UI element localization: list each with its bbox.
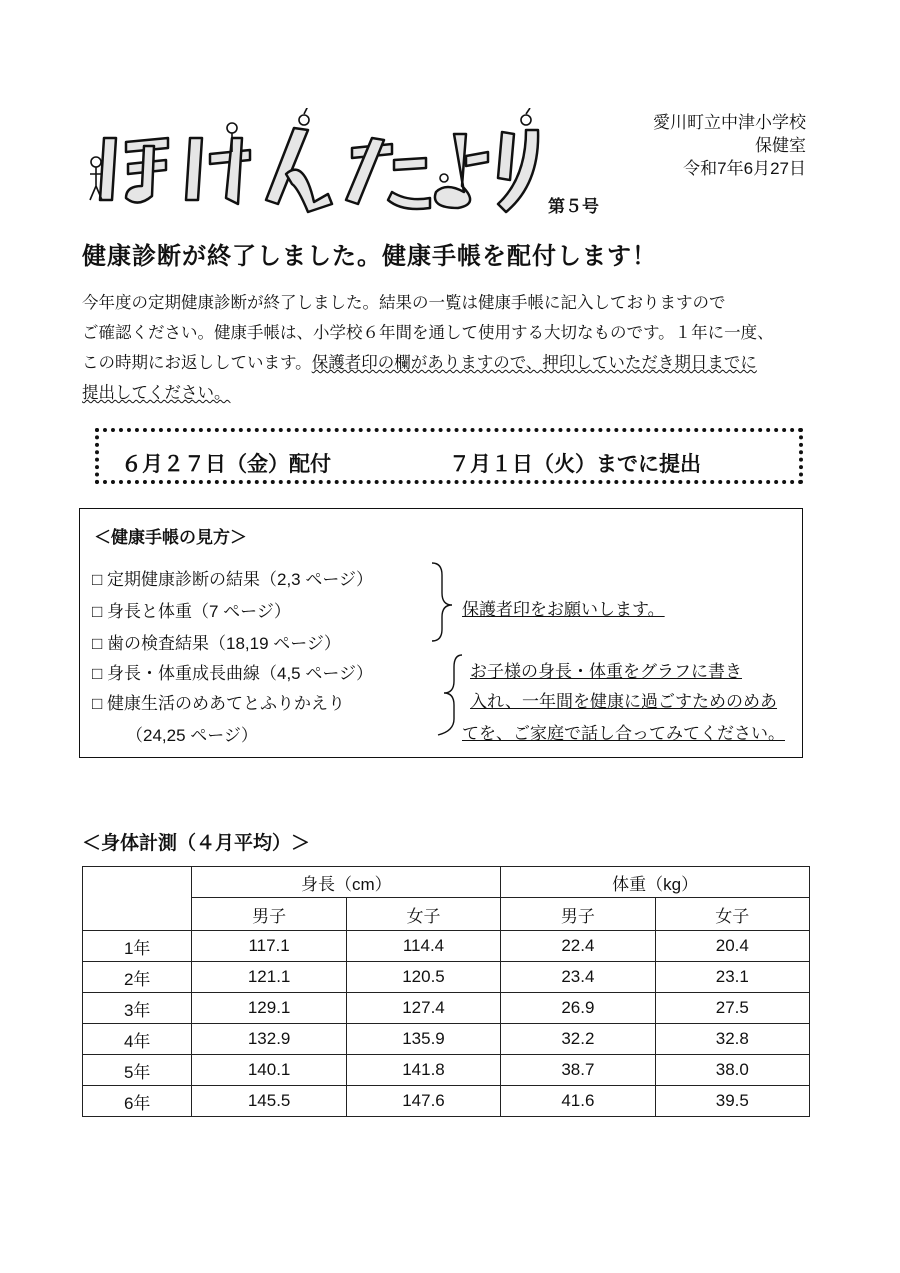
grade-cell: 6年 [83,1086,192,1117]
date-box [95,428,803,484]
grade-cell: 3年 [83,993,192,1024]
guide-item: □ 定期健康診断の結果（2,3 ページ） [92,570,374,589]
return-deadline: ７月１日（火）までに提出 [449,452,701,476]
value-cell: 22.4 [501,931,655,962]
value-cell: 38.0 [655,1055,809,1086]
boy-header: 男子 [501,898,655,931]
table-row [83,962,810,993]
value-cell: 140.1 [192,1055,346,1086]
table-row [83,1055,810,1086]
guide-note-graph: てを、ご家庭で話し合ってみてください。 [462,724,785,743]
table-corner [83,867,192,931]
value-cell: 114.4 [346,931,500,962]
value-cell: 41.6 [501,1086,655,1117]
table-row [83,931,810,962]
grade-cell: 4年 [83,1024,192,1055]
intro-paragraph [82,288,818,408]
guide-item: □ 歯の検査結果（18,19 ページ） [92,634,341,653]
value-cell: 32.8 [655,1024,809,1055]
boy-header: 男子 [192,898,346,931]
value-cell: 117.1 [192,931,346,962]
value-cell: 121.1 [192,962,346,993]
guide-title: ＜健康手帳の見方＞ [94,528,247,547]
table-row [83,993,810,1024]
value-cell: 39.5 [655,1086,809,1117]
value-cell: 26.9 [501,993,655,1024]
masthead-logo [82,108,542,218]
guide-item: □ 健康生活のめあてとふりかえり [92,694,345,713]
value-cell: 38.7 [501,1055,655,1086]
table-row [83,1024,810,1055]
guide-item: □ 身長・体重成長曲線（4,5 ページ） [92,664,374,683]
girl-header: 女子 [655,898,809,931]
guide-note-stamp: 保護者印をお願いします。 [462,600,665,619]
school-info [653,112,806,181]
intro-emphasis: 提出してください。 [82,384,231,402]
value-cell: 145.5 [192,1086,346,1117]
girl-header: 女子 [346,898,500,931]
value-cell: 23.1 [655,962,809,993]
value-cell: 27.5 [655,993,809,1024]
weight-header: 体重（kg） [501,867,810,898]
guide-note-graph: 入れ、一年間を健康に過ごすためのめあ [470,692,778,711]
distribution-date: ６月２７日（金）配付 [121,452,331,476]
issue-number: 第５号 [548,197,599,217]
value-cell: 129.1 [192,993,346,1024]
value-cell: 20.4 [655,931,809,962]
intro-line: ご確認ください。健康手帳は、小学校６年間を通して使用する大切なものです。１年に一度、 [82,324,774,342]
grade-cell: 5年 [83,1055,192,1086]
value-cell: 141.8 [346,1055,500,1086]
office-name: 保健室 [755,135,806,155]
intro-line: 今年度の定期健康診断が終了しました。結果の一覧は健康手帳に記入しておりますので [82,294,726,312]
issue-date: 令和7年6月27日 [683,158,806,178]
value-cell: 120.5 [346,962,500,993]
guide-item: □ 身長と体重（7 ページ） [92,602,291,621]
value-cell: 135.9 [346,1024,500,1055]
measurement-table [82,866,810,1117]
value-cell: 32.2 [501,1024,655,1055]
table-title: ＜身体計測（４月平均）＞ [82,832,311,854]
intro-emphasis: 保護者印の欄がありますので、押印していただき期日までに [311,354,757,372]
height-header: 身長（cm） [192,867,501,898]
value-cell: 147.6 [346,1086,500,1117]
intro-line [82,348,818,378]
grade-cell: 2年 [83,962,192,993]
handbook-guide-box [79,508,803,758]
value-cell: 127.4 [346,993,500,1024]
grade-cell: 1年 [83,931,192,962]
intro-text: この時期にお返ししています。 [82,354,312,372]
school-name: 愛川町立中津小学校 [653,113,806,132]
value-cell: 132.9 [192,1024,346,1055]
table-row [83,1086,810,1117]
guide-note-graph: お子様の身長・体重をグラフに書き [470,662,742,681]
intro-line [82,378,818,408]
guide-item: （24,25 ページ） [126,726,258,745]
value-cell: 23.4 [501,962,655,993]
headline: 健康診断が終了しました。健康手帳を配付します！ [82,242,657,270]
